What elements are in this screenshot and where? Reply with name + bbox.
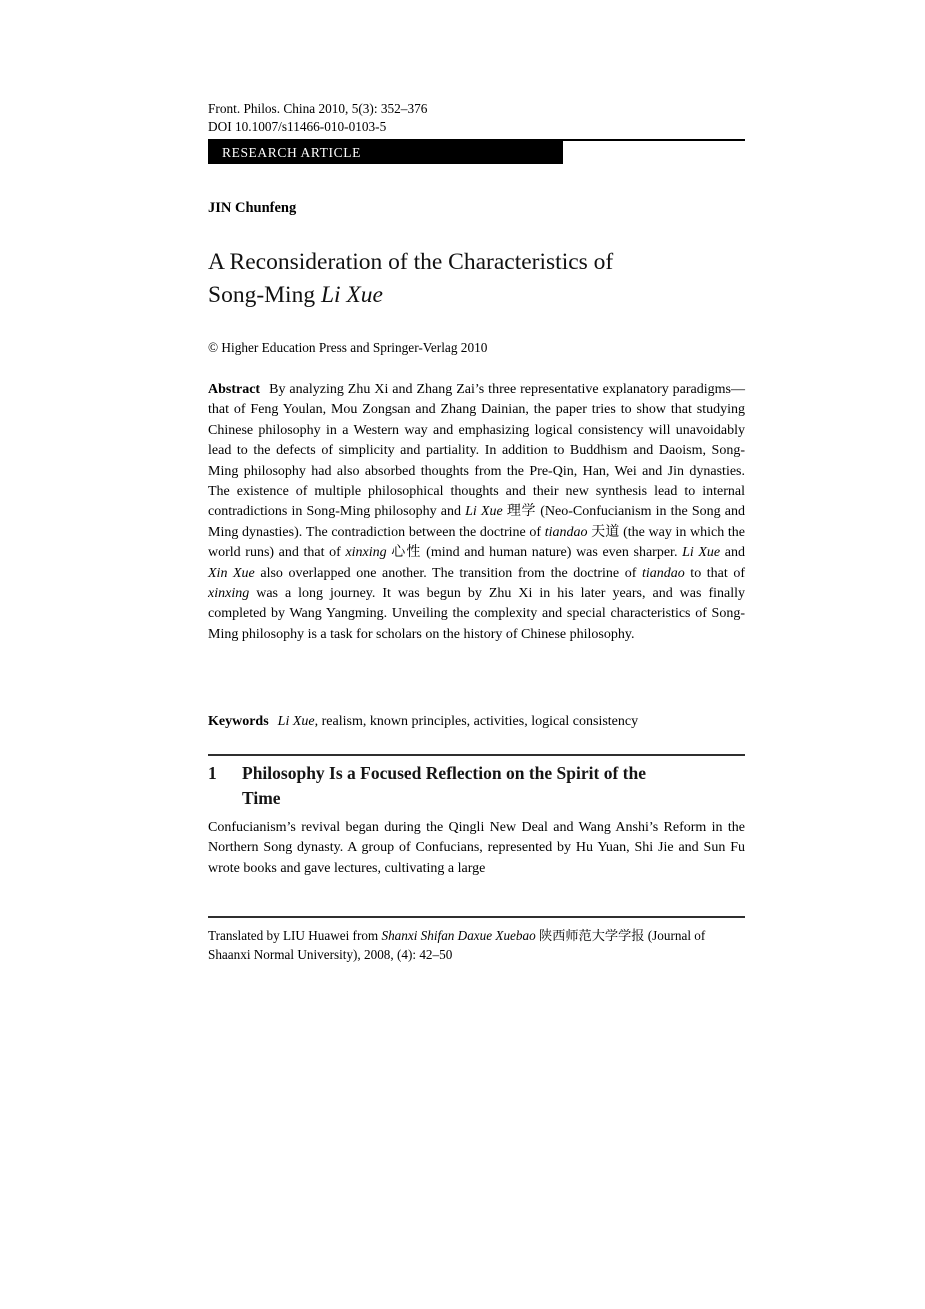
keywords-text: Li Xue, realism, known principles, activities, logical consistency [277,714,639,729]
journal-header [208,100,745,136]
article-type-bar [208,141,563,164]
doi-line: DOI 10.1007/s11466-010-0103-5 [208,119,387,134]
abstract-text: By analyzing Zhu Xi and Zhang Zai’s three representative explanatory paradigms—that of Feng Youlan, Mou Zongsan and Zhang Dainian, the paper tries to show that studying Chinese philosophy in a Western way and emphasizing logical consistency will unavoidably lead to the defects of simplicity and partiality. In addition to Buddhism and Daoism, Song-Ming philosophy had also absorbed thoughts from the Pre-Qin, Han, Wei and Jin dynasties. The existence of multiple philosophical thoughts and their new synthesis lead to internal contradictions in Song-Ming philosophy and Li Xue 理学 (Neo-Confucianism in the Song and Ming dynasties). The contradiction between the doctrine of tiandao 天道 (the way in which the world runs) and that of xinxing 心性 (mind and human nature) was even sharper. Li Xue and Xin Xue also overlapped one another. The transition from the doctrine of tiandao to that of xinxing was a long journey. It was begun by Zhu Xi in his later years, and was finally completed by Wang Yangming. Unveiling the complexity and special characteristics of Song-Ming philosophy is a task for scholars on the history of Chinese philosophy. [208,382,746,642]
section-title: Philosophy Is a Focused Reflection on the Spirit of the Time [242,763,646,808]
body-paragraph: Confucianism’s revival began during the Qingli New Deal and Wang Anshi’s Reform in the Northern Song dynasty. A group of Confucians, represented by Hu Yuan, Shi Jie and Sun Fu wrote books and gave lectures, cultivating a large [208,820,745,876]
section-1-heading [208,761,745,810]
translation-footnote: Translated by LIU Huawei from Shanxi Shifan Daxue Xuebao 陕西师范大学学报 (Journal of Shaanxi Normal University), 2008, (4): 42–50 [208,928,706,962]
section-divider-rule [208,754,745,756]
article-title: A Reconsideration of the Characteristics of Song-Ming Li Xue [208,249,614,308]
section-number: 1 [208,763,217,783]
article-type-banner [208,139,745,164]
article-type-label: RESEARCH ARTICLE [222,144,361,160]
keywords-line [208,712,745,732]
copyright-line: © Higher Education Press and Springer-Verlag 2010 [208,340,488,355]
abstract-label: Abstract [208,382,261,397]
abstract-paragraph [208,380,745,645]
author-name: JIN Chunfeng [208,200,297,216]
footnote-rule [208,916,745,918]
keywords-label: Keywords [208,714,269,729]
journal-citation: Front. Philos. China 2010, 5(3): 352–376 [208,101,428,116]
